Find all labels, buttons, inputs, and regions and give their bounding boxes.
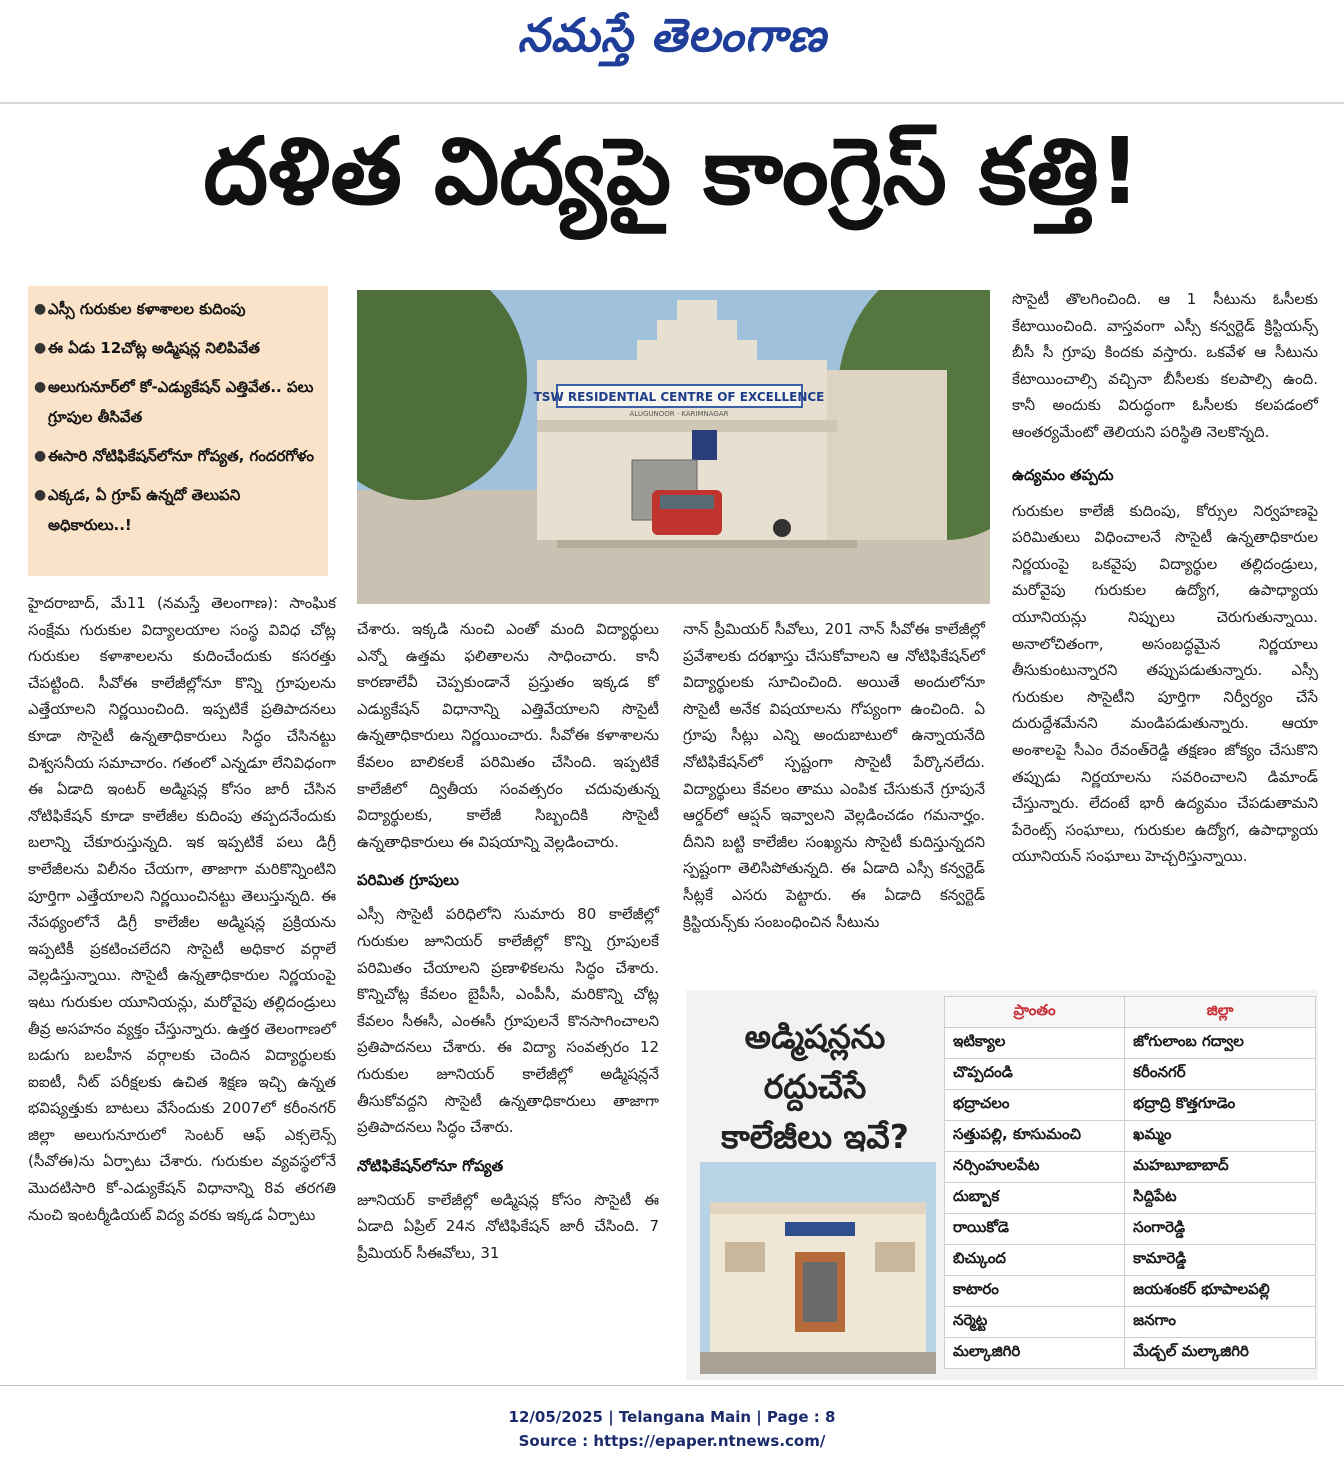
article-column-4 [1012, 286, 1318, 870]
highlights-box [28, 286, 328, 576]
table-row: బిచ్కుంద కామారెడ్డి [945, 1245, 1316, 1276]
highlight-item: ● ఎక్కడ, ఏ గ్రూప్ ఉన్నదో తెలుపని అధికారులు..! [34, 480, 322, 540]
photo-sign-text: TSW RESIDENTIAL CENTRE OF EXCELLENCE [533, 390, 825, 404]
footer-edition-info: 12/05/2025 | Telangana Main | Page : 8 [508, 1408, 836, 1426]
highlight-item: ● ఎస్సీ గురుకుల కళాశాలల కుదింపు [34, 294, 322, 324]
table-row: మల్కాజిగిరి మేడ్చల్ మల్కాజిగిరి [945, 1338, 1316, 1369]
article-paragraph: గురుకుల కాలేజీ కుదింపు, కోర్సుల నిర్వహణపై పరిమితులు విధించాలనే సొసైటీ ఉన్నతాధికారుల నిర్ణయంపై ఒకవైపు విద్యార్థుల తల్లిదండ్రులు, మరోవైపు గురుకుల ఉద్యోగ, ఉపాధ్యాయ యూనియన్లు నిప్పులు చెరుగుతున్నాయి. అనాలోచితంగా, అసంబద్ధమైన నిర్ణయాలు తీసుకుంటున్నారని తప్పుపడుతున్నారు. ఎస్సీ గురుకుల సొసైటీని పూర్తిగా నిర్వీర్యం చేసే దురుద్దేశమేనని మండిపడుతున్నారు. ఆయా అంశాలపై సీఎం రేవంత్‌రెడ్డి తక్షణం జోక్యం చేసుకొని తప్పుడు నిర్ణయాలను సవరించాలని డిమాండ్ చేస్తున్నారు. లేదంటే భారీ ఉద్యమం చేపడుతామని పేరెంట్స్ సంఘాలు, గురుకుల ఉద్యోగ, ఉపాధ్యాయ యూనియన్ సంఘాలు హెచ్చరిస్తున్నాయి. [1012, 501, 1318, 866]
footer-source-link[interactable]: Source : https://epaper.ntnews.com/ [518, 1432, 826, 1450]
headline: దళిత విద్యపై కాంగ్రెస్ కత్తి! [203, 118, 1141, 225]
footer-divider [0, 1385, 1344, 1386]
subheading: పరిమిత గ్రూపులు [357, 871, 459, 890]
article-column-3: నాన్ ప్రీమియర్ సీవోలు, 201 నాన్ సీవోఈ కాలేజీల్లో ప్రవేశాలకు దరఖాస్తు చేసుకోవాలని ఆ నోటిఫికేషన్‌లో విద్యార్థులకు సూచించింది. అయితే అందులోనూ సొసైటీ అనేక విషయాలను గోప్యంగా ఉంచింది. ఏ గ్రూపు సీట్లు ఎన్ని అందుబాటులో ఉన్నాయనేది నోటిఫికేషన్‌లో స్పష్టంగా సొసైటీ పేర్కొనలేదు. విద్యార్థులు కేవలం తాము ఎంపిక చేసుకునే గ్రూపునే ఆర్డర్‌లో ఆప్షన్ ఇవ్వాలని వెల్లడించడం గమనార్హం. దీనిని బట్టి కాలేజీల సంఖ్యను సొసైటీ కుదిస్తున్నదని స్పష్టంగా తెలిసిపోతున్నది. ఈ ఏడాది ఎస్సీ కన్వర్టెడ్ సీట్లకే ఎసరు పెట్టారు. ఈ ఏడాది కన్వర్టెడ్ క్రిస్టియన్స్‌కు సంబంధించిన సీటును [683, 620, 985, 931]
table-row: నర్మెట్ట జనగాం [945, 1307, 1316, 1338]
bullet-icon: ● [34, 301, 47, 317]
photo-sign-subtext: ALUGUNOOR · KARIMNAGAR [629, 410, 729, 418]
table-row: సత్తుపల్లి, కూసుమంచి ఖమ్మం [945, 1121, 1316, 1152]
article-paragraph: ఎస్సీ సొసైటీ పరిధిలోని సుమారు 80 కాలేజీల్లో గురుకుల జూనియర్ కాలేజీల్లో కొన్ని గ్రూపులకే పరిమితం చేయాలని ప్రణాళికలను సిద్ధం చేశారు. కొన్నిచోట్ల కేవలం బైపీసీ, ఎంపీసీ, మరికొన్ని చోట్ల కేవలం సీఈసీ, ఎంఈసీ గ్రూపులనే కొనసాగించాలని ప్రతిపాదనలు చేశారు. ఈ విద్యా సంవత్సరం 12 గురుకుల జూనియర్ కాలేజీల్లో అడ్మిషన్లనే తీసుకోవద్దని సొసైటీ ఉన్నతాధికారులు తాజాగా ప్రతిపాదనలు సిద్ధం చేశారు. [357, 905, 659, 1137]
college-photo [357, 290, 990, 604]
masthead-logo: నమస్తే తెలంగాణ [517, 8, 827, 62]
bullet-icon: ● [34, 487, 47, 503]
table-row: ఇటిక్యాల జోగులాంబ గద్వాల [945, 1028, 1316, 1059]
table-header-row [945, 997, 1316, 1028]
box-title: అడ్మిషన్లను రద్దుచేసే కాలేజీలు ఇవే? [721, 1017, 909, 1156]
bullet-icon: ● [34, 379, 47, 395]
colleges-table [944, 996, 1316, 1369]
highlight-item: ● ఈ ఏడు 12చోట్ల అడ్మిషన్ల నిలిపివేత [34, 333, 322, 363]
article-paragraph: సొసైటీ తొలగించింది. ఆ 1 సీటును ఓసీలకు కేటాయించింది. వాస్తవంగా ఎస్సీ కన్వర్టెడ్ క్రిస్టియన్స్ బీసీ సీ గ్రూపు కిందకు వస్తారు. ఒకవేళ ఆ సీటును కేటాయించాల్సి వచ్చినా బీసీలకు కలపాల్సి ఉంది. కానీ అందుకు విరుద్ధంగా ఓసీలకు కలపడంలో ఆంతర్యమేంటో తెలియని పరిస్థితి నెలకొన్నది. [1012, 290, 1318, 441]
subheading: ఉద్యమం తప్పదు [1012, 465, 1114, 484]
column-header-district: జిల్లా [1125, 997, 1316, 1028]
article-column-2 [357, 616, 659, 1266]
highlight-item: ● ఈసారి నోటిఫికేషన్‌లోనూ గోప్యత, గందరగోళం [34, 441, 322, 471]
subheading: నోటిఫికేషన్‌లోనూ గోప్యత [357, 1156, 504, 1175]
table-row: చొప్పదండి కరీంనగర్ [945, 1059, 1316, 1090]
table-row: రాయికోడె సంగారెడ్డి [945, 1214, 1316, 1245]
table-row: దుబ్బాక సిద్దిపేట [945, 1183, 1316, 1214]
bullet-icon: ● [34, 340, 47, 356]
bullet-icon: ● [34, 448, 47, 464]
highlight-item: ● అలుగునూర్‌లో కో-ఎడ్యుకేషన్ ఎత్తివేత.. పలు గ్రూపుల తీసివేత [34, 372, 322, 432]
article-paragraph: జూనియర్ కాలేజీల్లో అడ్మిషన్ల కోసం సొసైటీ ఈ ఏడాది ఏప్రిల్ 24న నోటిఫికేషన్ జారీ చేసింది. 7 ప్రీమియర్ సీఈవోలు, 31 [357, 1190, 659, 1262]
column-header-region: ప్రాంతం [945, 997, 1125, 1028]
college-building-photo [700, 1162, 936, 1374]
table-row: భద్రాచలం భద్రాద్రి కొత్తగూడెం [945, 1090, 1316, 1121]
table-row: కాటారం జయశంకర్ భూపాలపల్లి [945, 1276, 1316, 1307]
masthead-divider [0, 102, 1344, 104]
table-row: నర్సింహులపేట మహబూబాబాద్ [945, 1152, 1316, 1183]
article-paragraph: చేశారు. ఇక్కడి నుంచి ఎంతో మంది విద్యార్థులు ఎన్నో ఉత్తమ ఫలితాలను సాధించారు. కానీ కారణాలేవీ చెప్పకుండానే ప్రస్తుతం ఇక్కడ కో ఎడ్యుకేషన్ విధానాన్ని ఎత్తివేయాలని సొసైటీ ఉన్నతాధికారులు నిర్ణయించారు. సీవోఈ కళాశాలను కేవలం బాలికలకే పరిమితం చేసింది. ఇప్పటికే కాలేజీలో ద్వితీయ సంవత్సరం చదువుతున్న విద్యార్థులకు, కాలేజీ సిబ్బందికి సొసైటీ ఉన్నతాధికారులు ఈ విషయాన్ని వెల్లడించారు. [357, 620, 659, 851]
article-column-1: హైదరాబాద్, మే11 (నమస్తే తెలంగాణ): సాంఘిక సంక్షేమ గురుకుల విద్యాలయాల సంస్థ వివిధ చోట్ల గురుకుల కళాశాలలను కుదించేందుకు కసరత్తు చేపట్టింది. సీవోఈ కాలేజీల్లోనూ కొన్ని గ్రూపులను ఎత్తేయాలని నిర్ణయించింది. ఇప్పటికే ప్రతిపాదనలు కూడా సొసైటీ ఉన్నతాధికారులు సిద్ధం చేసినట్టు విశ్వసనీయ సమాచారం. గతంలో ఎన్నడూ లేనివిధంగా ఈ ఏడాది ఇంటర్ అడ్మిషన్ల కోసం జారీ చేసిన నోటిఫికేషన్ కూడా కాలేజీల కుదింపు తప్పదనేందుకు బలాన్ని చేకూరుస్తున్నది. ఇక ఇప్పటికే పలు డిగ్రీ కాలేజీలను విలీనం చేయగా, తాజాగా మరికొన్నింటిని పూర్తిగా ఎత్తేయాలని నిర్ణయించినట్టు తెలుస్తున్నది. ఈ నేపథ్యంలోనే డిగ్రీ కాలేజీల అడ్మిషన్ల ప్రక్రియను ఇప్పటికీ ప్రకటించలేదని సొసైటీ అధికార వర్గాలే వెల్లడిస్తున్నాయి. సొసైటీ ఉన్నతాధికారుల నిర్ణయంపై ఇటు గురుకుల యూనియన్లు, మరోవైపు తల్లిదండ్రులు తీవ్ర అసహనం వ్యక్తం చేస్తున్నారు. ఉత్తర తెలంగాణలో బడుగు బలహీన వర్గాలకు చెందిన విద్యార్థులకు ఐఐటీ, నీట్ పరీక్షలకు ఉచిత శిక్షణ ఇచ్చి ఉన్నత భవిష్యత్తుకు బాటలు వేసేందుకు 2007లో కరీంనగర్ జిల్లా అలుగునూరులో సెంటర్ ఆఫ్ ఎక్సలెన్స్ (సీవోఈ)ను ఏర్పాటు చేశారు. గురుకుల వ్యవస్థలోనే మొదటిసారి కో-ఎడ్యుకేషన్ విధానాన్ని 8వ తరగతి నుంచి ఇంటర్మీడియట్ విద్య వరకు ఇక్కడ ఏర్పాటు [28, 594, 336, 1224]
